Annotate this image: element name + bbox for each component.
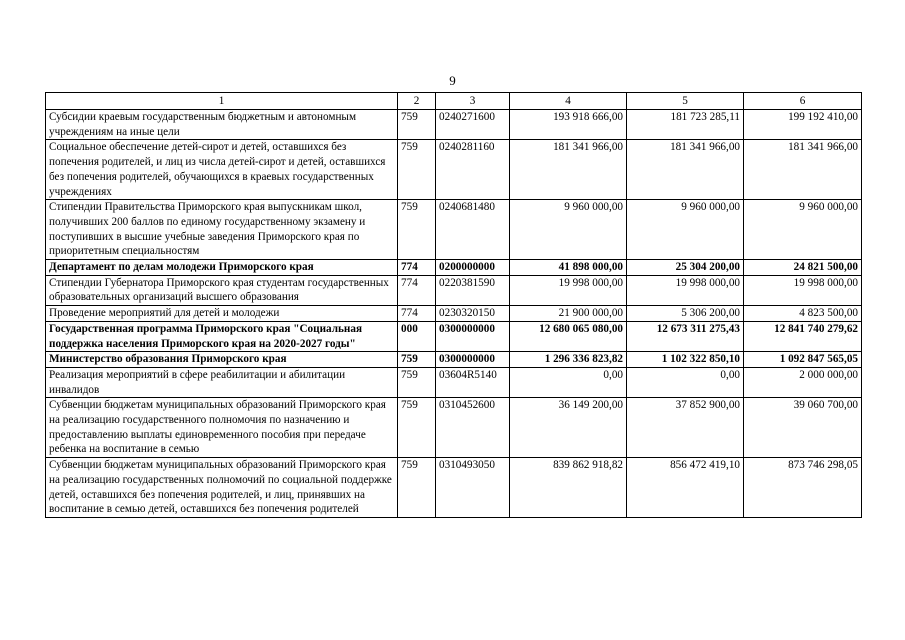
table-cell-col4: 12 680 065 080,00 [510,321,627,351]
table-cell-name: Стипендии Губернатора Приморского края студентам государственных образовательных организаций высшего образования [46,275,398,305]
table-cell-col2: 759 [398,110,436,140]
table-cell-col2: 774 [398,260,436,276]
table-cell-col4: 193 918 666,00 [510,110,627,140]
table-row [46,260,862,276]
table-cell-col3: 0240281160 [436,140,510,200]
table-cell-col5: 856 472 419,10 [627,458,744,518]
column-header: 6 [744,93,862,110]
table-cell-col4: 19 998 000,00 [510,275,627,305]
table-cell-name: Субвенции бюджетам муниципальных образований Приморского края на реализацию государственного полномочия по назначению и предоставлению выплаты единовременного пособия при передаче ребенка на воспитание в семью [46,398,398,458]
table-row [46,110,862,140]
table-cell-col6: 24 821 500,00 [744,260,862,276]
table-cell-name: Социальное обеспечение детей-сирот и детей, оставшихся без попечения родителей, и лиц из числа детей-сирот и детей, оставшихся без попечения родителей, обучающихся в краевых государственных учреждениях [46,140,398,200]
table-cell-col2: 000 [398,321,436,351]
table-cell-col5: 181 723 285,11 [627,110,744,140]
table-row [46,140,862,200]
table-cell-col5: 25 304 200,00 [627,260,744,276]
table-cell-col4: 9 960 000,00 [510,200,627,260]
table-cell-col6: 39 060 700,00 [744,398,862,458]
table-cell-col6: 2 000 000,00 [744,367,862,397]
table-cell-col6: 9 960 000,00 [744,200,862,260]
table-cell-col3: 0240681480 [436,200,510,260]
table-cell-name: Субсидии краевым государственным бюджетным и автономным учреждениям на иные цели [46,110,398,140]
table-cell-col3: 0240271600 [436,110,510,140]
table-cell-col5: 12 673 311 275,43 [627,321,744,351]
table-row [46,275,862,305]
table-row [46,367,862,397]
table-cell-col6: 873 746 298,05 [744,458,862,518]
table-cell-col5: 9 960 000,00 [627,200,744,260]
table-cell-col4: 41 898 000,00 [510,260,627,276]
table-row [46,306,862,322]
table-cell-col6: 19 998 000,00 [744,275,862,305]
table-cell-name: Субвенции бюджетам муниципальных образований Приморского края на реализацию государственных полномочий по социальной поддержке детей, оставшихся без попечения родителей, и лиц, принявших на воспитание в семью детей, оставшихся без попечения родителей [46,458,398,518]
table-header-row [46,93,862,110]
table-cell-col4: 839 862 918,82 [510,458,627,518]
table-cell-col6: 12 841 740 279,62 [744,321,862,351]
table-cell-col3: 0220381590 [436,275,510,305]
column-header: 3 [436,93,510,110]
table-row [46,200,862,260]
table-cell-col6: 1 092 847 565,05 [744,352,862,368]
table-cell-col5: 0,00 [627,367,744,397]
table-row [46,321,862,351]
table-cell-col3: 0300000000 [436,321,510,351]
table-cell-col2: 759 [398,367,436,397]
column-header: 2 [398,93,436,110]
table-cell-name: Департамент по делам молодежи Приморского края [46,260,398,276]
table-cell-col5: 37 852 900,00 [627,398,744,458]
table-cell-name: Государственная программа Приморского края "Социальная поддержка населения Приморского края на 2020-2027 годы" [46,321,398,351]
table-cell-name: Реализация мероприятий в сфере реабилитации и абилитации инвалидов [46,367,398,397]
table-cell-col2: 759 [398,140,436,200]
table-cell-name: Министерство образования Приморского края [46,352,398,368]
table-cell-col5: 181 341 966,00 [627,140,744,200]
table-cell-col6: 4 823 500,00 [744,306,862,322]
table-cell-col4: 0,00 [510,367,627,397]
table-cell-name: Проведение мероприятий для детей и молодежи [46,306,398,322]
column-header: 1 [46,93,398,110]
table-cell-col5: 19 998 000,00 [627,275,744,305]
table-row [46,398,862,458]
table-cell-col2: 774 [398,306,436,322]
table-cell-col2: 759 [398,200,436,260]
table-cell-col4: 36 149 200,00 [510,398,627,458]
budget-table [45,92,862,518]
table-cell-col6: 199 192 410,00 [744,110,862,140]
table-cell-col3: 0230320150 [436,306,510,322]
table-row [46,352,862,368]
table-cell-name: Стипендии Правительства Приморского края выпускникам школ, получивших 200 баллов по единому государственному экзамену и поступивших в высшие учебные заведения Приморского края по приоритетным специальностям [46,200,398,260]
table-cell-col2: 759 [398,352,436,368]
table-cell-col3: 0300000000 [436,352,510,368]
table-cell-col2: 759 [398,398,436,458]
table-cell-col3: 0310493050 [436,458,510,518]
table-cell-col3: 0310452600 [436,398,510,458]
table-cell-col3: 03604R5140 [436,367,510,397]
table-cell-col2: 774 [398,275,436,305]
page-number: 9 [449,73,456,88]
table-cell-col2: 759 [398,458,436,518]
table-cell-col5: 5 306 200,00 [627,306,744,322]
column-header: 5 [627,93,744,110]
table-row [46,458,862,518]
table-cell-col6: 181 341 966,00 [744,140,862,200]
table-cell-col3: 0200000000 [436,260,510,276]
table-cell-col4: 1 296 336 823,82 [510,352,627,368]
column-header: 4 [510,93,627,110]
table-cell-col5: 1 102 322 850,10 [627,352,744,368]
table-cell-col4: 181 341 966,00 [510,140,627,200]
table-cell-col4: 21 900 000,00 [510,306,627,322]
